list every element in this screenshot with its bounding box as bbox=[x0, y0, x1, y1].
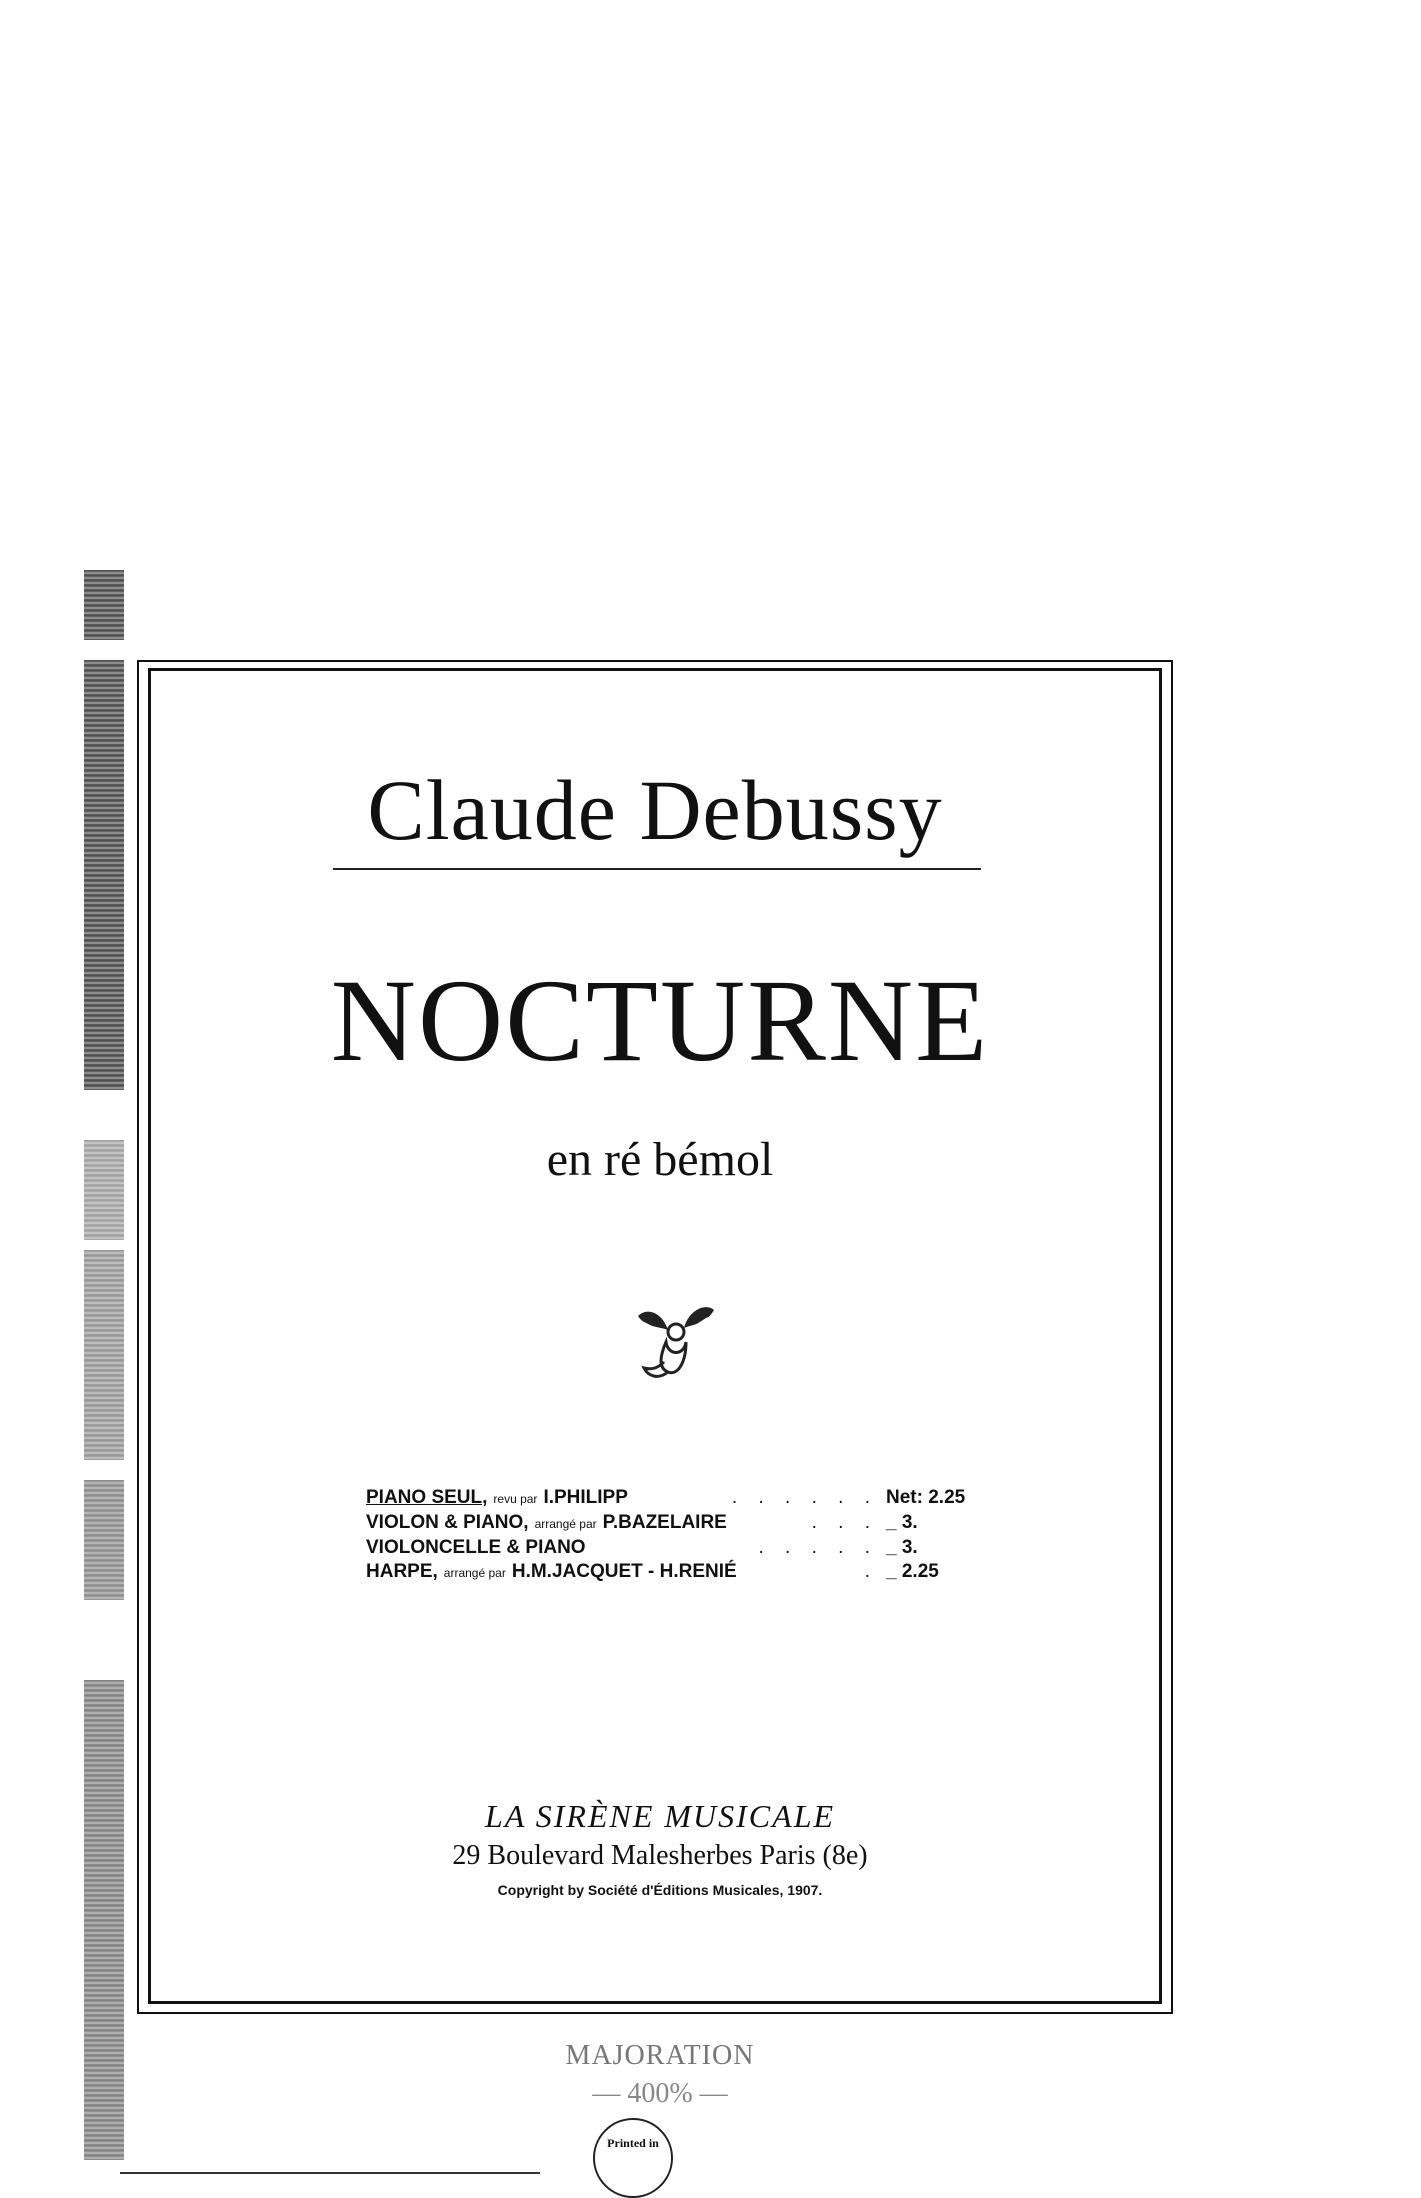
printed-in-label: Printed in bbox=[607, 2136, 659, 2150]
leader-dots: . . . . . . bbox=[731, 1487, 878, 1508]
price-row bbox=[366, 1536, 986, 1560]
price-row bbox=[366, 1486, 986, 1511]
majoration-stamp: MAJORATION bbox=[565, 2040, 755, 2071]
leader-dots: . . . . . bbox=[758, 1537, 878, 1558]
arrangement-note: arrangé par bbox=[534, 1517, 597, 1531]
leader-dots: . . . bbox=[811, 1512, 878, 1533]
instrument-label: PIANO SEUL, bbox=[366, 1487, 488, 1508]
composer-underline bbox=[333, 868, 981, 870]
price-value: Net: 2.25 bbox=[886, 1487, 966, 1508]
majoration-percent: — 400% — bbox=[592, 2078, 728, 2109]
price-row bbox=[366, 1560, 986, 1585]
publisher-name: LA SIRÈNE MUSICALE bbox=[484, 1798, 836, 1834]
arrangement-note: arrangé par bbox=[443, 1566, 506, 1580]
copyright-notice: Copyright by Société d'Éditions Musicales, 1907. bbox=[497, 1882, 823, 1898]
instrument-label: HARPE, bbox=[366, 1561, 438, 1582]
arranger-name: P.BAZELAIRE bbox=[602, 1512, 727, 1533]
work-title: NOCTURNE bbox=[330, 955, 990, 1086]
price-value: _ 3. bbox=[886, 1512, 918, 1533]
price-value: _ 2.25 bbox=[886, 1561, 939, 1582]
winged-siren-icon bbox=[628, 1296, 724, 1392]
composer-name: Claude Debussy bbox=[367, 762, 943, 858]
instrument-label: VIOLON & PIANO, bbox=[366, 1512, 529, 1533]
work-key: en ré bémol bbox=[546, 1133, 774, 1186]
publisher-address: 29 Boulevard Malesherbes Paris (8e) bbox=[452, 1840, 868, 1871]
bottom-rule bbox=[120, 2172, 540, 2174]
arranger-name: I.PHILIPP bbox=[543, 1487, 628, 1508]
instrument-label: VIOLONCELLE & PIANO bbox=[366, 1537, 586, 1558]
printed-in-stamp bbox=[593, 2118, 673, 2198]
leader-dots: . bbox=[864, 1561, 878, 1582]
price-list bbox=[366, 1486, 986, 1585]
arrangement-note: revu par bbox=[493, 1492, 538, 1506]
price-value: _ 3. bbox=[886, 1537, 918, 1558]
price-row bbox=[366, 1511, 986, 1536]
arranger-name: H.M.JACQUET - H.RENIÉ bbox=[511, 1561, 737, 1582]
